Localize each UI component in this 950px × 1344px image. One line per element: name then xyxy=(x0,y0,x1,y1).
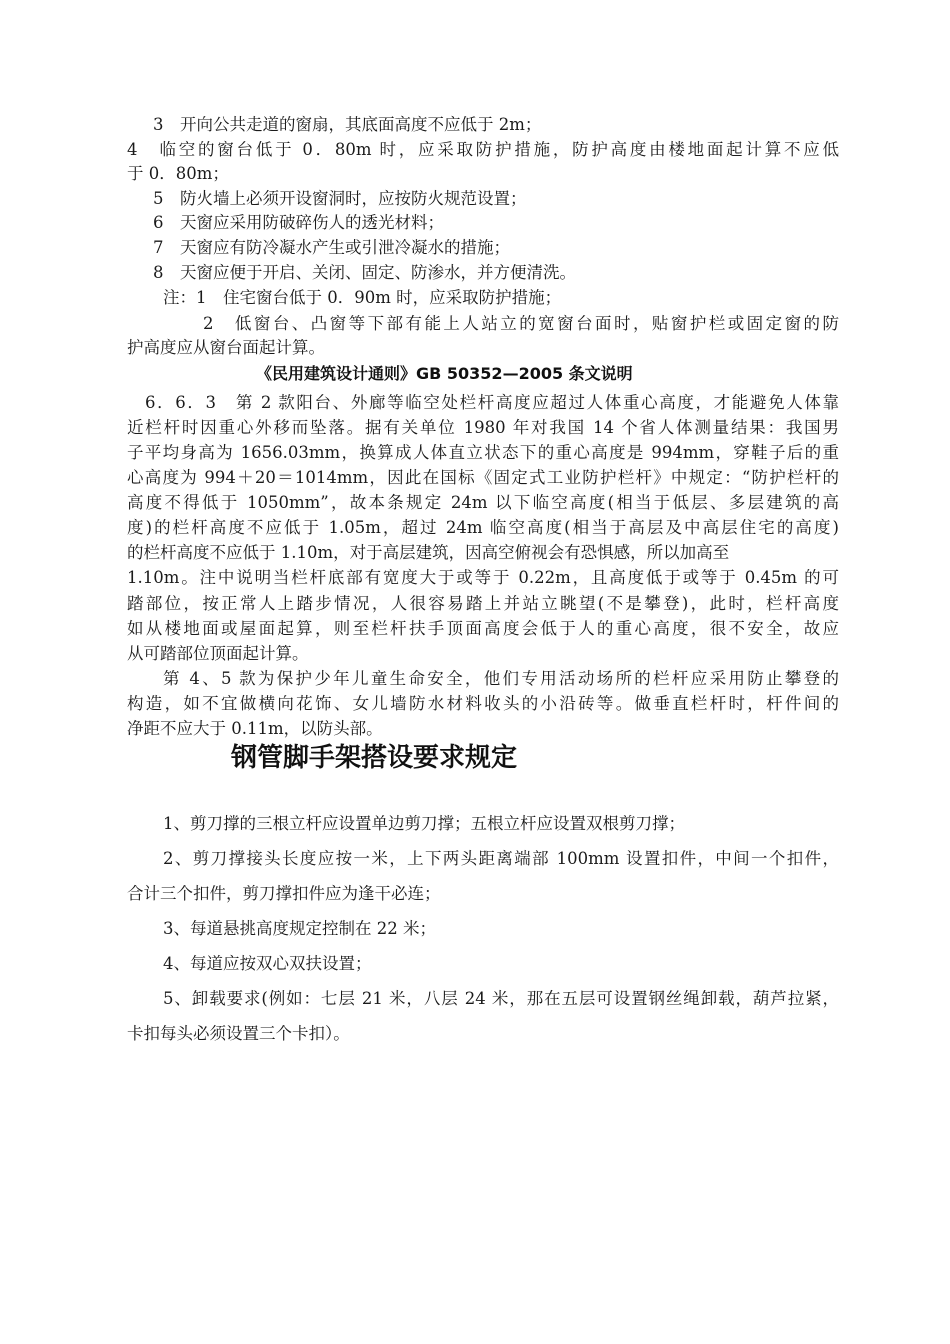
explanation-line: 踏部位，按正常人上踏步情况，人很容易踏上并站立眺望(不是攀登)，此时，栏杆高度 xyxy=(127,594,839,613)
explanation-line: 心高度为 994＋20＝1014mm，因此在国标《固定式工业防护栏杆》中规定：“防护栏杆的 xyxy=(127,468,839,487)
requirement-2-cont: 合计三个扣件，剪刀撑扣件应为逢干必连； xyxy=(127,884,441,903)
clause-6: 6 天窗应采用防破碎伤人的透光材料； xyxy=(153,213,444,232)
explanation-line: 6．6．3 第 2 款阳台、外廊等临空处栏杆高度应超过人体重心高度，才能避免人体靠 xyxy=(145,393,839,412)
note-2-cont: 护高度应从窗台面起计算。 xyxy=(127,338,325,357)
explanation-line: 从可踏部位顶面起计算。 xyxy=(127,644,309,663)
note-1: 注：1 住宅窗台低于 0．90m 时，应采取防护措施； xyxy=(163,288,562,307)
explanation-line: 度)的栏杆高度不应低于 1.05m，超过 24m 临空高度(相当于高层及中高层住宅的高度) xyxy=(127,518,839,537)
explanation-line: 第 4、5 款为保护少年儿童生命安全，他们专用活动场所的栏杆应采用防止攀登的 xyxy=(163,669,839,688)
requirement-3: 3、每道悬挑高度规定控制在 22 米； xyxy=(163,919,436,938)
explanation-line: 高度不得低于 1050mm”，故本条规定 24m 以下临空高度(相当于低层、多层建筑的高 xyxy=(127,493,839,512)
explanation-line: 如从楼地面或屋面起算，则至栏杆扶手顶面高度会低于人的重心高度，很不安全，故应 xyxy=(127,619,839,638)
clause-3: 3 开向公共走道的窗扇，其底面高度不应低于 2m； xyxy=(153,115,542,134)
clause-8: 8 天窗应便于开启、关闭、固定、防渗水，并方便清洗。 xyxy=(153,263,576,282)
explanation-line: 近栏杆时因重心外移而坠落。据有关单位 1980 年对我国 14 个省人体测量结果：我国男 xyxy=(127,418,839,437)
requirement-4: 4、每道应按双心双扶设置； xyxy=(163,954,372,973)
requirement-1: 1、剪刀撑的三根立杆应设置单边剪刀撑；五根立杆应设置双根剪刀撑； xyxy=(163,814,685,833)
clause-5: 5 防火墙上必须开设窗洞时，应按防火规范设置； xyxy=(153,189,527,208)
clause-7: 7 天窗应有防冷凝水产生或引泄冷凝水的措施； xyxy=(153,238,510,257)
explanation-line: 净距不应大于 0.11m，以防头部。 xyxy=(127,719,383,738)
explanation-line: 构造，如不宜做横向花饰、女儿墙防水材料收头的小沿砖等。做垂直栏杆时，杆件间的 xyxy=(127,694,839,713)
explanation-line: 的栏杆高度不应低于 1.10m，对于高层建筑，因高空俯视会有恐惧感，所以加高至 xyxy=(127,543,730,562)
section-title: 《民用建筑设计通则》GB 50352—2005 条文说明 xyxy=(256,364,633,383)
explanation-line: 1.10m。注中说明当栏杆底部有宽度大于或等于 0.22m，且高度低于或等于 0.45m 的可 xyxy=(127,568,839,587)
note-2: 2 低窗台、凸窗等下部有能上人站立的宽窗台面时，贴窗护栏或固定窗的防 xyxy=(203,314,839,333)
clause-4: 4 临空的窗台低于 0．80m 时，应采取防护措施，防护高度由楼地面起计算不应低 xyxy=(127,140,839,159)
main-title: 钢管脚手架搭设要求规定 xyxy=(231,743,518,773)
explanation-line: 子平均身高为 1656.03mm，换算成人体直立状态下的重心高度是 994mm，穿鞋子后的重 xyxy=(127,443,839,462)
requirement-5-cont: 卡扣每头必须设置三个卡扣）。 xyxy=(127,1024,350,1043)
requirement-5: 5、卸载要求(例如：七层 21 米，八层 24 米，那在五层可设置钢丝绳卸载，葫芦拉紧， xyxy=(163,989,839,1008)
requirement-2: 2、剪刀撑接头长度应按一米，上下两头距离端部 100mm 设置扣件，中间一个扣件， xyxy=(163,849,839,868)
clause-4-cont: 于 0．80m； xyxy=(127,164,229,183)
